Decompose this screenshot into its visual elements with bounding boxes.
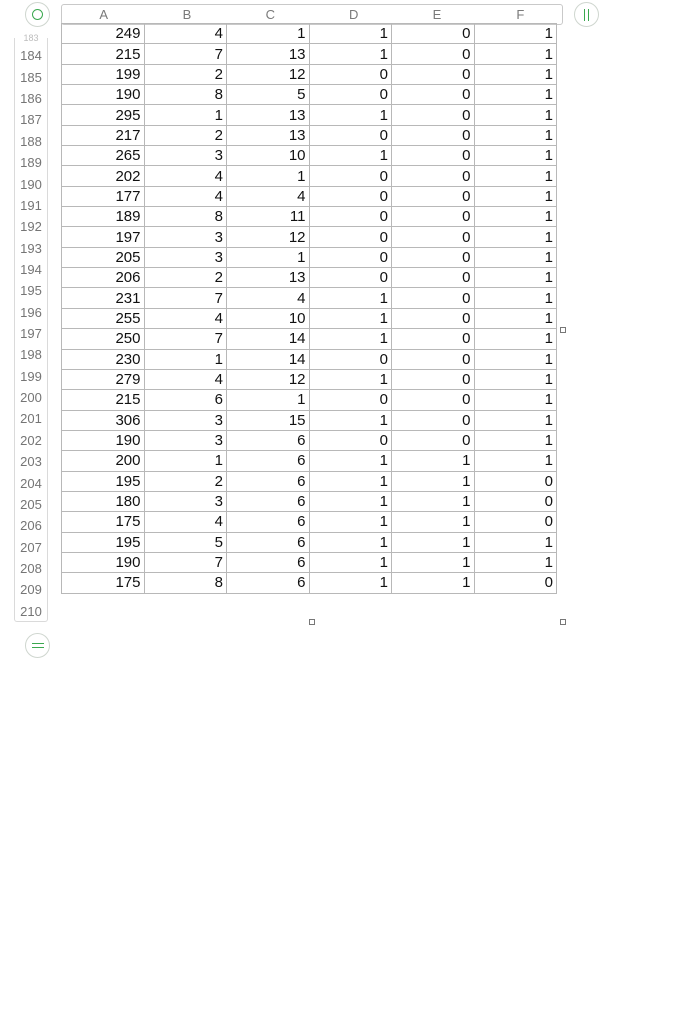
row-number[interactable]: 184: [20, 48, 42, 64]
cell-b[interactable]: 7: [144, 44, 227, 64]
cell-b[interactable]: 4: [144, 24, 227, 44]
cell-b[interactable]: 7: [144, 288, 227, 308]
cell-d[interactable]: 1: [309, 532, 392, 552]
cell-b[interactable]: 1: [144, 105, 227, 125]
cell-a[interactable]: 199: [62, 64, 145, 84]
cell-c[interactable]: 1: [227, 24, 310, 44]
table-row: [62, 166, 557, 186]
cell-f[interactable]: 1: [474, 166, 557, 186]
row-number[interactable]: 186: [20, 91, 42, 107]
cell-f[interactable]: 1: [474, 227, 557, 247]
cell-a[interactable]: 190: [62, 430, 145, 450]
table-row: [62, 268, 557, 288]
cell-d[interactable]: 1: [309, 512, 392, 532]
cell-b[interactable]: 2: [144, 64, 227, 84]
cell-c[interactable]: 13: [227, 105, 310, 125]
cell-f[interactable]: 0: [474, 573, 557, 593]
cell-d[interactable]: 1: [309, 573, 392, 593]
cell-f[interactable]: 1: [474, 390, 557, 410]
row-number[interactable]: 190: [20, 176, 42, 192]
cell-d[interactable]: 1: [309, 491, 392, 511]
cell-f[interactable]: 1: [474, 532, 557, 552]
cell-c[interactable]: 13: [227, 268, 310, 288]
cell-d[interactable]: 0: [309, 349, 392, 369]
column-header-f[interactable]: F: [516, 7, 525, 22]
cell-e[interactable]: 0: [392, 24, 475, 44]
cell-a[interactable]: 195: [62, 532, 145, 552]
cell-f[interactable]: 1: [474, 410, 557, 430]
cell-a[interactable]: 215: [62, 44, 145, 64]
table-row: [62, 24, 557, 44]
row-number[interactable]: 188: [20, 133, 42, 149]
row-number[interactable]: 207: [20, 539, 42, 555]
cell-c[interactable]: 4: [227, 186, 310, 206]
cell-f[interactable]: 1: [474, 451, 557, 471]
cell-e[interactable]: 1: [392, 552, 475, 572]
cell-b[interactable]: 2: [144, 268, 227, 288]
cell-c[interactable]: 6: [227, 451, 310, 471]
cell-f[interactable]: 1: [474, 186, 557, 206]
table-row: [62, 308, 557, 328]
cell-a[interactable]: 265: [62, 146, 145, 166]
cell-a[interactable]: 175: [62, 573, 145, 593]
cell-f[interactable]: 1: [474, 430, 557, 450]
cell-f[interactable]: 0: [474, 512, 557, 532]
selection-handle-corner[interactable]: [560, 619, 566, 625]
cell-a[interactable]: 250: [62, 329, 145, 349]
cell-b[interactable]: 3: [144, 410, 227, 430]
table-row: [62, 288, 557, 308]
row-number[interactable]: 200: [20, 390, 42, 406]
cell-c[interactable]: 12: [227, 64, 310, 84]
cell-b[interactable]: 2: [144, 125, 227, 145]
cell-f[interactable]: 1: [474, 105, 557, 125]
table-row: [62, 491, 557, 511]
table-row: [62, 573, 557, 593]
cell-b[interactable]: 1: [144, 349, 227, 369]
cell-d[interactable]: 0: [309, 268, 392, 288]
data-table: [61, 23, 557, 594]
cell-c[interactable]: 5: [227, 85, 310, 105]
cell-a[interactable]: 197: [62, 227, 145, 247]
cell-f[interactable]: 1: [474, 125, 557, 145]
row-number[interactable]: 195: [20, 283, 42, 299]
cell-b[interactable]: 8: [144, 85, 227, 105]
cell-c[interactable]: 11: [227, 207, 310, 227]
cell-d[interactable]: 1: [309, 552, 392, 572]
table-row: [62, 227, 557, 247]
cell-a[interactable]: 231: [62, 288, 145, 308]
cell-d[interactable]: 0: [309, 207, 392, 227]
cell-e[interactable]: 0: [392, 288, 475, 308]
row-number[interactable]: 201: [20, 411, 42, 427]
cell-d[interactable]: 1: [309, 288, 392, 308]
table-row: [62, 369, 557, 389]
cell-f[interactable]: 1: [474, 247, 557, 267]
cell-b[interactable]: 3: [144, 146, 227, 166]
cell-b[interactable]: 3: [144, 491, 227, 511]
row-number[interactable]: 204: [20, 475, 42, 491]
cell-b[interactable]: 2: [144, 471, 227, 491]
selection-handle-right[interactable]: [560, 327, 566, 333]
cell-e[interactable]: 0: [392, 207, 475, 227]
row-number[interactable]: 208: [20, 561, 42, 576]
row-number[interactable]: 194: [20, 261, 42, 277]
cell-c[interactable]: 6: [227, 430, 310, 450]
table-row: [62, 410, 557, 430]
cell-e[interactable]: 0: [392, 64, 475, 84]
cell-e[interactable]: 0: [392, 85, 475, 105]
cell-d[interactable]: 0: [309, 186, 392, 206]
cell-a[interactable]: 217: [62, 125, 145, 145]
cell-d[interactable]: 0: [309, 247, 392, 267]
cell-b[interactable]: 4: [144, 369, 227, 389]
cell-d[interactable]: 1: [309, 44, 392, 64]
table-row: [62, 451, 557, 471]
row-number[interactable]: 196: [20, 304, 42, 320]
table-row: [62, 125, 557, 145]
table-row: [62, 349, 557, 369]
row-number[interactable]: 193: [20, 240, 42, 256]
cell-e[interactable]: 0: [392, 369, 475, 389]
cell-c[interactable]: 14: [227, 349, 310, 369]
cell-c[interactable]: 6: [227, 471, 310, 491]
row-number[interactable]: 187: [20, 112, 42, 128]
cell-a[interactable]: 206: [62, 268, 145, 288]
cell-e[interactable]: 1: [392, 512, 475, 532]
cell-b[interactable]: 8: [144, 573, 227, 593]
table-row: [62, 85, 557, 105]
cell-f[interactable]: 1: [474, 288, 557, 308]
table-row: [62, 207, 557, 227]
column-resize-handle[interactable]: [574, 2, 599, 27]
cell-b[interactable]: 6: [144, 390, 227, 410]
cell-a[interactable]: 177: [62, 186, 145, 206]
cell-c[interactable]: 1: [227, 166, 310, 186]
cell-b[interactable]: 8: [144, 207, 227, 227]
row-number[interactable]: 185: [20, 69, 42, 85]
cell-f[interactable]: 1: [474, 44, 557, 64]
cell-b[interactable]: 4: [144, 308, 227, 328]
cell-c[interactable]: 14: [227, 329, 310, 349]
table-row: [62, 390, 557, 410]
cell-e[interactable]: 0: [392, 410, 475, 430]
cell-d[interactable]: 1: [309, 146, 392, 166]
table-row: [62, 552, 557, 572]
cell-e[interactable]: 0: [392, 247, 475, 267]
column-header-c[interactable]: C: [265, 7, 276, 22]
cell-e[interactable]: 1: [392, 573, 475, 593]
column-header-e[interactable]: E: [432, 7, 442, 22]
cell-e[interactable]: 0: [392, 329, 475, 349]
cell-e[interactable]: 0: [392, 125, 475, 145]
cell-b[interactable]: 5: [144, 532, 227, 552]
table-row: [62, 430, 557, 450]
cell-f[interactable]: 1: [474, 552, 557, 572]
horizontal-bars-icon: [32, 643, 44, 648]
table-row: [62, 471, 557, 491]
cell-f[interactable]: 1: [474, 308, 557, 328]
cell-c[interactable]: 6: [227, 512, 310, 532]
cell-a[interactable]: 255: [62, 308, 145, 328]
cell-a[interactable]: 180: [62, 491, 145, 511]
table-row: [62, 44, 557, 64]
cell-e[interactable]: 0: [392, 227, 475, 247]
cell-d[interactable]: 0: [309, 227, 392, 247]
row-number[interactable]: 202: [20, 432, 42, 448]
cell-c[interactable]: 10: [227, 308, 310, 328]
cell-a[interactable]: 189: [62, 207, 145, 227]
row-resize-handle[interactable]: [25, 633, 50, 658]
cell-b[interactable]: 3: [144, 430, 227, 450]
cell-d[interactable]: 1: [309, 369, 392, 389]
cell-a[interactable]: 195: [62, 471, 145, 491]
table-row: [62, 105, 557, 125]
cell-c[interactable]: 13: [227, 125, 310, 145]
cell-f[interactable]: 1: [474, 329, 557, 349]
cell-f[interactable]: 1: [474, 349, 557, 369]
cell-c[interactable]: 4: [227, 288, 310, 308]
cell-a[interactable]: 205: [62, 247, 145, 267]
cell-d[interactable]: 1: [309, 105, 392, 125]
cell-a[interactable]: 175: [62, 512, 145, 532]
cell-d[interactable]: 0: [309, 125, 392, 145]
cell-d[interactable]: 0: [309, 64, 392, 84]
row-number[interactable]: 197: [20, 326, 42, 342]
column-header-bar: [61, 4, 563, 25]
cell-e[interactable]: 1: [392, 471, 475, 491]
cell-e[interactable]: 0: [392, 146, 475, 166]
cell-c[interactable]: 10: [227, 146, 310, 166]
table-row: [62, 512, 557, 532]
table-row: [62, 247, 557, 267]
cell-c[interactable]: 13: [227, 44, 310, 64]
cell-b[interactable]: 1: [144, 451, 227, 471]
row-number[interactable]: 189: [20, 155, 42, 171]
cell-f[interactable]: 1: [474, 24, 557, 44]
cell-d[interactable]: 1: [309, 329, 392, 349]
circle-icon: [32, 9, 43, 20]
row-number[interactable]: 192: [20, 219, 42, 235]
cell-a[interactable]: 190: [62, 552, 145, 572]
cell-d[interactable]: 0: [309, 430, 392, 450]
cell-e[interactable]: 0: [392, 430, 475, 450]
column-header-b[interactable]: B: [182, 7, 192, 22]
cell-c[interactable]: 1: [227, 247, 310, 267]
cell-c[interactable]: 6: [227, 552, 310, 572]
cell-f[interactable]: 1: [474, 64, 557, 84]
cell-a[interactable]: 306: [62, 410, 145, 430]
cell-e[interactable]: 1: [392, 532, 475, 552]
cell-e[interactable]: 0: [392, 349, 475, 369]
cell-a[interactable]: 215: [62, 390, 145, 410]
row-number[interactable]: 209: [20, 582, 42, 598]
cell-c[interactable]: 6: [227, 573, 310, 593]
selection-handle-bottom[interactable]: [309, 619, 315, 625]
row-number[interactable]: 206: [20, 518, 42, 534]
cell-d[interactable]: 0: [309, 390, 392, 410]
cell-c[interactable]: 12: [227, 369, 310, 389]
cell-c[interactable]: 15: [227, 410, 310, 430]
cell-b[interactable]: 7: [144, 329, 227, 349]
cell-d[interactable]: 1: [309, 24, 392, 44]
cell-a[interactable]: 279: [62, 369, 145, 389]
cell-b[interactable]: 3: [144, 227, 227, 247]
cell-d[interactable]: 0: [309, 85, 392, 105]
column-header-a[interactable]: A: [99, 7, 108, 22]
cell-b[interactable]: 4: [144, 186, 227, 206]
cell-e[interactable]: 0: [392, 308, 475, 328]
cell-a[interactable]: 249: [62, 24, 145, 44]
cell-c[interactable]: 12: [227, 227, 310, 247]
table-row: [62, 329, 557, 349]
vertical-bars-icon: [584, 9, 589, 21]
cell-e[interactable]: 0: [392, 186, 475, 206]
row-number[interactable]: 210: [20, 603, 42, 619]
cell-f[interactable]: 1: [474, 207, 557, 227]
cell-a[interactable]: 230: [62, 349, 145, 369]
cell-b[interactable]: 4: [144, 166, 227, 186]
cell-f[interactable]: 0: [474, 491, 557, 511]
cell-f[interactable]: 0: [474, 471, 557, 491]
cell-a[interactable]: 295: [62, 105, 145, 125]
cell-e[interactable]: 1: [392, 451, 475, 471]
row-number[interactable]: 205: [20, 496, 42, 512]
table-row: [62, 146, 557, 166]
cell-d[interactable]: 1: [309, 451, 392, 471]
cell-b[interactable]: 3: [144, 247, 227, 267]
cell-a[interactable]: 202: [62, 166, 145, 186]
cell-e[interactable]: 0: [392, 44, 475, 64]
cell-c[interactable]: 6: [227, 491, 310, 511]
row-number-partial: 183: [23, 33, 39, 43]
cell-f[interactable]: 1: [474, 369, 557, 389]
cell-c[interactable]: 1: [227, 390, 310, 410]
cell-d[interactable]: 1: [309, 471, 392, 491]
cell-e[interactable]: 0: [392, 390, 475, 410]
table-row: [62, 186, 557, 206]
row-number[interactable]: 203: [20, 454, 42, 470]
cell-a[interactable]: 200: [62, 451, 145, 471]
select-all-button[interactable]: [25, 2, 50, 27]
cell-b[interactable]: 7: [144, 552, 227, 572]
cell-e[interactable]: 0: [392, 105, 475, 125]
cell-e[interactable]: 0: [392, 166, 475, 186]
cell-f[interactable]: 1: [474, 268, 557, 288]
cell-c[interactable]: 6: [227, 532, 310, 552]
cell-d[interactable]: 0: [309, 166, 392, 186]
cell-f[interactable]: 1: [474, 146, 557, 166]
row-number[interactable]: 199: [20, 368, 42, 384]
cell-e[interactable]: 1: [392, 491, 475, 511]
cell-e[interactable]: 0: [392, 268, 475, 288]
cell-d[interactable]: 1: [309, 410, 392, 430]
column-header-d[interactable]: D: [348, 7, 359, 22]
cell-b[interactable]: 4: [144, 512, 227, 532]
row-number[interactable]: 198: [20, 347, 42, 363]
table-row: [62, 64, 557, 84]
cell-a[interactable]: 190: [62, 85, 145, 105]
table-row: [62, 532, 557, 552]
cell-d[interactable]: 1: [309, 308, 392, 328]
row-number[interactable]: 191: [20, 197, 42, 213]
cell-f[interactable]: 1: [474, 85, 557, 105]
